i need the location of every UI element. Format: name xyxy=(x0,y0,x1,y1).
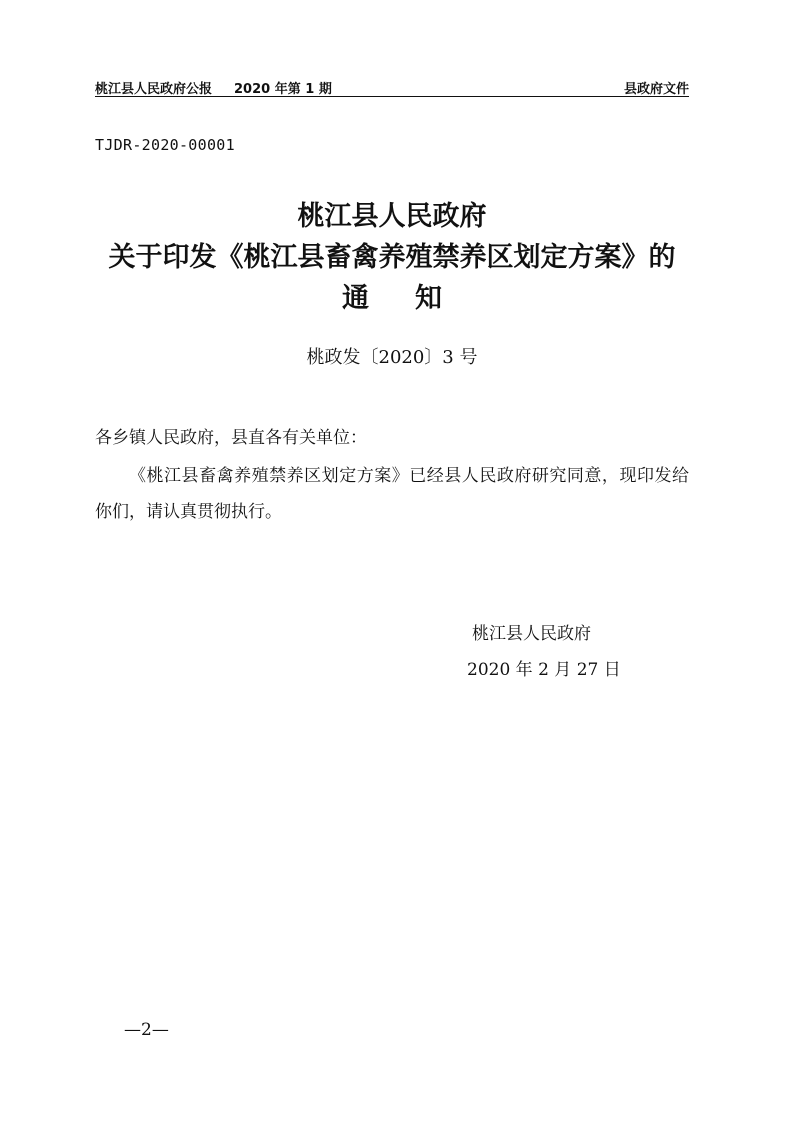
publication-header xyxy=(95,78,689,98)
section-label: 县政府文件 xyxy=(623,82,689,97)
header-divider xyxy=(95,96,689,97)
title-line-type: 通知 xyxy=(342,283,488,314)
document-code: TJDR-2020-00001 xyxy=(95,136,235,154)
header-left xyxy=(95,78,332,97)
body-paragraph: 《桃江县畜禽养殖禁养区划定方案》已经县人民政府研究同意，现印发给你们，请认真贯彻执行。 xyxy=(95,466,689,522)
salutation: 各乡镇人民政府，县直各有关单位： xyxy=(95,428,367,448)
document-number: 桃政发〔2020〕3 号 xyxy=(306,347,478,368)
issue-number: 2020 年第 1 期 xyxy=(234,82,332,97)
title-line-issuer: 桃江县人民政府 xyxy=(297,201,487,232)
issuer-name: 桃江县人民政府 xyxy=(472,624,591,644)
issue-date: 2020 年 2 月 27 日 xyxy=(467,660,621,680)
page-number: —2— xyxy=(124,1020,169,1040)
publication-name: 桃江县人民政府公报 xyxy=(95,82,213,97)
document-title xyxy=(80,196,704,319)
signature-block xyxy=(467,616,621,688)
title-line-subject: 关于印发《桃江县畜禽养殖禁养区划定方案》的 xyxy=(108,242,676,273)
